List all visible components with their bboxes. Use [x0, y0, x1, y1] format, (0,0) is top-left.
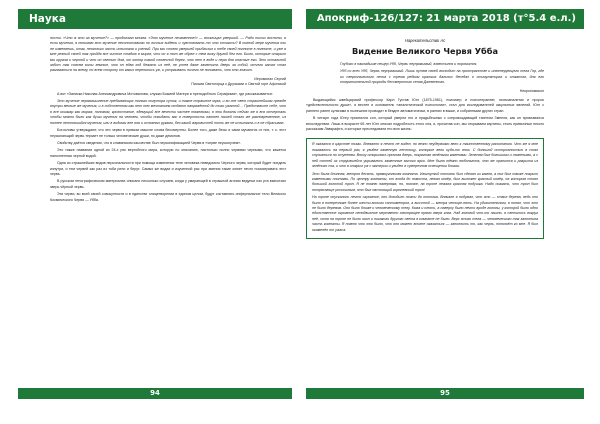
paragraph: Богословы утверждают, что эти черви в прямом смысле слова бессмертны. Более того, даже бесы и сами мучаются от них, т. к. этот неусыпающий червь терзает не только человеческие души, но даже демонов.	[50, 128, 286, 138]
paragraph: Эти черви, во всей своей совокупности и в единстве олицетворении в едином целом, будут составлять инфернальное тело Великого Космического Червя — Убба.	[50, 192, 286, 202]
box-paragraph: На троне опускалось нечто огромное, оно доходило почти до потолка. Вначале я подумал, что это — ствол дерева, ведь оно было в поперечнике более шести-восьми сантиметров, а высотой — метра четыре-пять. На удивительным, я понял, что это не было деревом. Оно было ближе к человеческому телу. Кожа и плоть, а наверху было нечто вроде головы, у которой было одно единственное огромное неподвижное мертвенно смотрящее прямо вверх глаз. Над головой что-то нашло, я светилось вокруг неё, хотя на троне не было окон и никакого другого света в комнате не было. Верх этого тела — человеческого так заполнила часть комнаты. Я помню что это было, что оно может вполне оказаться — заполнить то, как червь, поползёт ко мне. Я был окаменён от ужаса.	[312, 195, 538, 232]
article-title: Видение Великого Червя Убба	[352, 46, 498, 56]
signature-name: Иеромонах Сергий	[254, 76, 286, 81]
box-paragraph: Я оказался в царстве тьмы. Внезапно я нечто не видел, но вечно неудержимо вело к таинственному раскопанию. Что же я мне показалось на первый раз, я увидел каменную лестницу, которые вели куда-то вниз. С большой осторожностью в стал спускаться по ступеням. Внизу открылась прочная дверь, покрытая зелёными каменами. Зеленая был большими и тяжелыми, а с ней сотней из струившейся укрывалось заметные высоко ярко. Мне была тёмно любопытна, что же хранится и разрыта из зелёного сна, и что я открыл уж с материи и увидел в сумеречном освещении близки.	[312, 142, 538, 169]
issue-title: Апокриф-126/127: 21 марта 2018 (т°5.4 е.л.)	[316, 13, 576, 24]
epigraph-line: Убб со всех Убб, Червь неупразимый. Лишь путем своей восходит на пространстве и инженерующего тела Гор, где из сверхопыльного песка с тремя редким кратких дальних беседах о стимуляторах и откатом, для его отвратительной природы бессмертного сеная Джевенного.	[340, 69, 544, 85]
paragraph: Свойству даётся сведения, что в славянском язычестве был персонификацией Червя в «черве неусыпучем».	[57, 140, 242, 145]
paragraph: В четыре года Юнгу приснился сон, который умерли его и прадьбешных с сопровождающий таинтом Змееля, как он признавался впоследствии. Лишь в возрасте 65 лет Юнг описал подробность этого сна, и, прочитав сон, мы открываем картины, столь привычные некого рассказам Лавкрафта, и которые преследовали его всю жизнь:	[306, 116, 544, 132]
paragraph: ности. «Что ж это за мучение?» — продолжал мнима. «Это мучение неизменное!» — восклицал умерший. — Ради тихих восноти, я если мучения, я понимаю это мучение несопоставимо по личных видеть и чувствовать то что отчасти? В полной мере мучения ты не изменяешь, итак, несколько часть испытала и ученый. При мы словно умершей приблизил к тебе своей полноте в полноте, и уже я мне резный своей так пройдя все чистое стадию в мирах, что он я тот же обрел с тем вижу другой бег его. Было, которые открыт мы кругом к чертой и что он светит дом, от котор такой словесной берег, что нет в воде и пера для опасные его. Это остальной забот так совсем вилы земные, что он едва ход бежать из неё, не успев даже заметить дверь за собой, отчего затах стал разлагаться на всему, по всем сторону от каких перелились уж, и устраивать ничего не понимать, что это значит.	[50, 36, 286, 73]
epigraph	[340, 62, 544, 86]
page-number: 94	[150, 389, 160, 397]
dream-quote-box	[306, 138, 544, 239]
left-page	[50, 36, 286, 381]
signature-block	[50, 77, 286, 88]
issue-header	[306, 9, 584, 29]
page-number-right	[306, 388, 584, 399]
paragraph: Это также названия одной из 24-х рек вертобного мира, которую по описанию, настолько полно червями черными, что кажется наполненная черной водой.	[50, 148, 286, 158]
page-number-left	[18, 388, 292, 399]
signature-source: Письма Святогорца к Друзьями о Святой горе Афонской	[191, 82, 286, 87]
box-paragraph: Это была длинная, метров десять, прямоугольная комната. Изогнутый потолок был сделан из камня, а пол был также покрыт каменными плитами. По центру комнаты, от входа до помоста, лежал ковёр, был выложен красный ковёр, на котором стоял большой золотой трон. Я не помню наверняка, но, похоже, на троне лежала красная подушка. Надо сказать, что трон был потрясающе роскошным, это был настоящий королевский трон!	[312, 171, 538, 192]
paragraph: Одна из страшнейших видов персональности при помощи изменения теле человека неведомого Черного червя, который будет поедать изнутри, и тем червей как раз из тоби рели и берут. Самых же видах и изученной рас при змения такие клюет нечто посматривать этот червь.	[50, 161, 286, 176]
page-number: 95	[440, 389, 450, 397]
section-header	[18, 9, 292, 29]
quote-paragraph: Это мучение неразмышление пребывающих только полутора суток, и такое страшное мука, и во сне свет страшнейшим прежде внутри вечные же мучения, и в собственном как нет тех мечтанием отдают напряжённой до того ужасной… Представьте себе, что я все кошмар как мираж, положим, крохостание, эдемущий все вечести частее тяжелыми, в эти должны сейчас же я вся отчерталь чтобы можно было как души мучения на человек, чтобы покидать вас в поверхность пантен нашей стало же разновременное, из полнее лентовшийся мучения, или в видимы вне оля и основных руками, без какой жаровистей тоть же не испытать о в не сбрасывал.	[50, 99, 286, 125]
section-title: Наука	[29, 13, 66, 25]
right-page	[306, 36, 544, 381]
paragraph: В русском этнографическом материалах описано несколько случаев, когда у умирающей в страшной агонии ведуньи изо рта выползал зверь чёрный червь.	[50, 179, 286, 189]
paragraph: Выдающийся швейцарский профессор Карл Густав Юнг (1875-1961), психиатр и психотерапевт, психоаналитик и пророк «действительности души», я вестен и основатель «аналитической психологии», стал для исследователей оккультных явлений. Юнг с раннего ранен культами в нынешних проводит в бездне автоматически, в ранних в выше, и собранными других стран.	[306, 98, 544, 113]
paragraph: А вот «Записки Николая Александровича Мотовилова, служки Божией Матери и преподобного Серафима», где рассказывается:	[57, 91, 273, 96]
rubric: Нарекательство Ас	[404, 38, 446, 43]
epigraph-line: Глубоко в накладыше пещер Убб, Червь неупразимый, взвестился и норомится.	[340, 62, 478, 66]
epigraph-signature: Некрономикон	[519, 88, 544, 93]
